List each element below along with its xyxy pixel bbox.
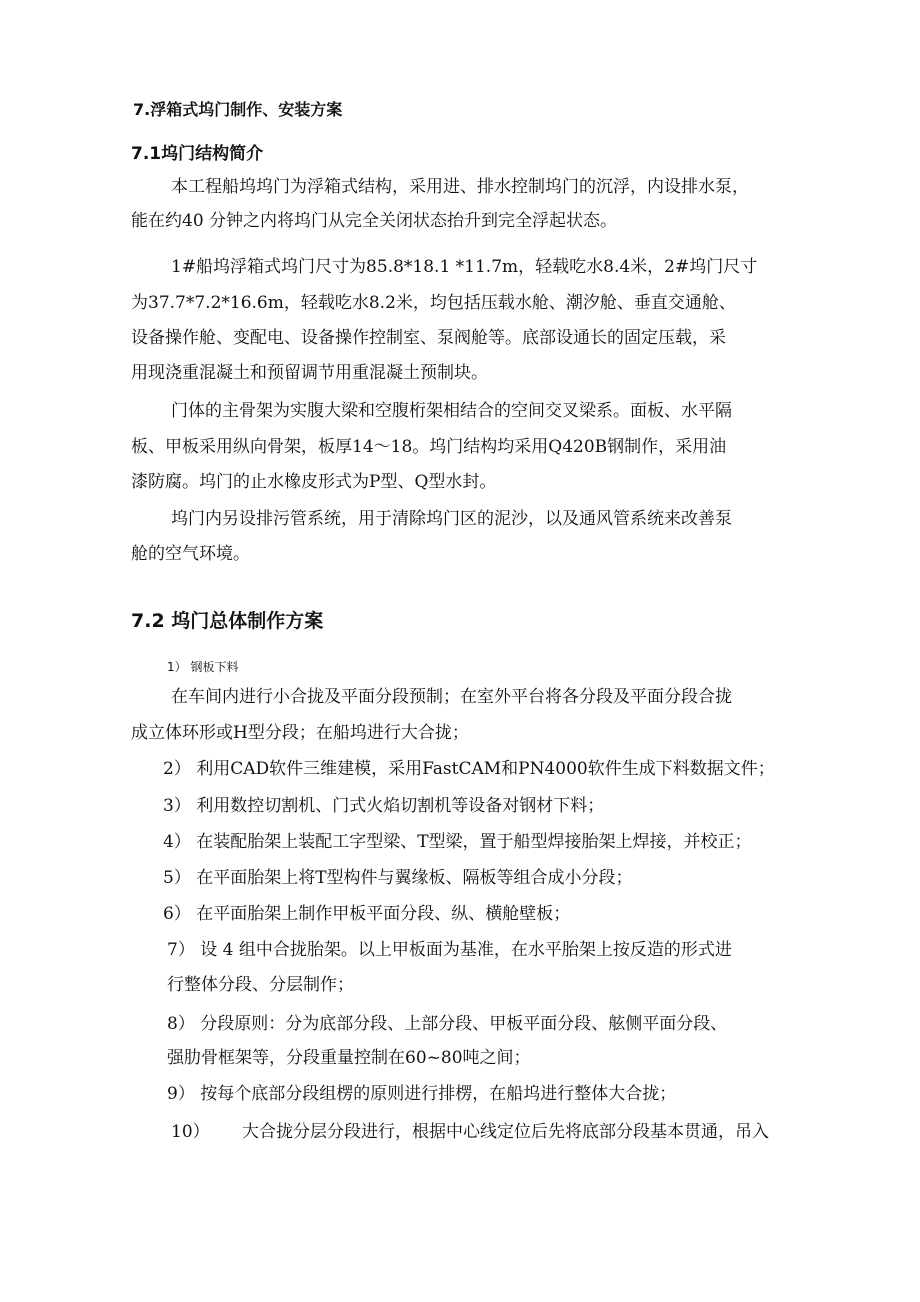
text-line: 能在约40 分钟之内将坞门从完全关闭状态抬升到完全浮起状态。 bbox=[131, 211, 618, 231]
text-line: 成立体环形或H型分段；在船坞进行大合拢； bbox=[131, 723, 469, 743]
text-line: 1#船坞浮箱式坞门尺寸为85.8*18.1 *11.7m，轻载吃水8.4米，2#坞门尺寸 bbox=[171, 257, 758, 277]
list-item-3: 3） 利用数控切割机、门式火焰切割机等设备对钢材下料； bbox=[163, 796, 605, 816]
list-item-9: 9） 按每个底部分段组楞的原则进行排楞，在船坞进行整体大合拢； bbox=[167, 1084, 677, 1104]
text-line: 坞门内另设排污管系统，用于清除坞门区的泥沙，以及通风管系统来改善泵 bbox=[171, 509, 732, 529]
text-line: 本工程船坞坞门为浮箱式结构，采用进、排水控制坞门的沉浮，内设排水泵， bbox=[171, 177, 749, 197]
text-line: 板、甲板采用纵向骨架，板厚14～18。坞门结构均采用Q420B钢制作，采用油 bbox=[131, 437, 727, 457]
text-line: 舱的空气环境。 bbox=[131, 544, 250, 564]
heading-7-2: 7.2 坞门总体制作方案 bbox=[131, 610, 324, 632]
list-number: 10） bbox=[171, 1122, 210, 1142]
text-line: 漆防腐。坞门的止水橡皮形式为P型、Q型水封。 bbox=[131, 472, 497, 492]
text-line: 在车间内进行小合拢及平面分段预制；在室外平台将各分段及平面分段合拢 bbox=[171, 687, 732, 707]
heading-7: 7.浮箱式坞门制作、安装方案 bbox=[133, 100, 343, 119]
list-item-6: 6） 在平面胎架上制作甲板平面分段、纵、横舱壁板； bbox=[163, 904, 571, 924]
text-line: 强肋骨框架等，分段重量控制在60~80吨之间； bbox=[167, 1048, 531, 1068]
list-item-1-title: 1） 钢板下料 bbox=[167, 660, 239, 674]
text-line: 用现浇重混凝土和预留调节用重混凝土预制块。 bbox=[131, 363, 488, 383]
text-line: 设备操作舱、变配电、设备操作控制室、泵阀舱等。底部设通长的固定压载，采 bbox=[131, 328, 726, 348]
text-line: 8） 分段原则：分为底部分段、上部分段、甲板平面分段、舷侧平面分段、 bbox=[167, 1014, 728, 1034]
text-line: 为37.7*7.2*16.6m，轻载吃水8.2米，均包括压载水舱、潮汐舱、垂直交通舱、 bbox=[131, 293, 736, 313]
text-line: 行整体分段、分层制作； bbox=[167, 975, 354, 995]
heading-7-1: 7.1坞门结构简介 bbox=[131, 144, 264, 164]
list-item-2: 2） 利用CAD软件三维建模，采用FastCAM和PN4000软件生成下料数据文件； bbox=[163, 759, 775, 779]
list-item-4: 4） 在装配胎架上装配工字型梁、T型梁，置于船型焊接胎架上焊接，并校正； bbox=[163, 832, 752, 852]
text-line: 大合拢分层分段进行，根据中心线定位后先将底部分段基本贯通，吊入 bbox=[242, 1122, 769, 1142]
list-item-5: 5） 在平面胎架上将T型构件与翼缘板、隔板等组合成小分段； bbox=[163, 868, 633, 888]
text-line: 门体的主骨架为实腹大梁和空腹桁架相结合的空间交叉梁系。面板、水平隔 bbox=[171, 401, 732, 421]
text-line: 7） 设 4 组中合拢胎架。以上甲板面为基准，在水平胎架上按反造的形式进 bbox=[167, 940, 732, 960]
